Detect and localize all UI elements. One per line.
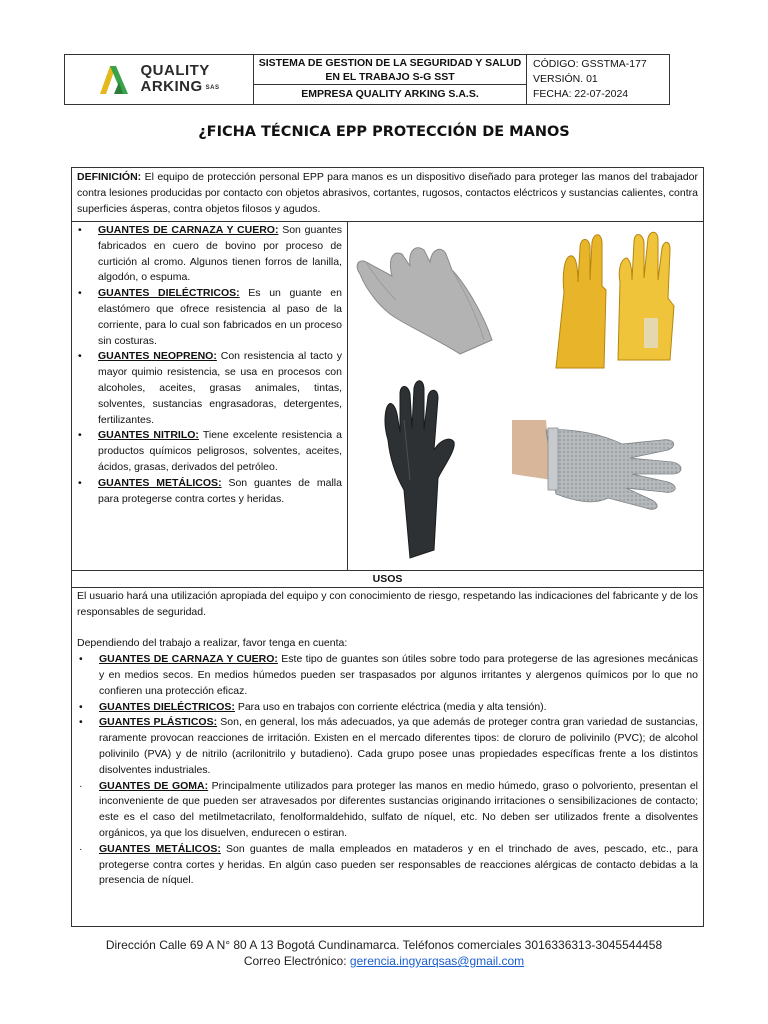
dielectric-glove-image	[552, 228, 686, 378]
list-item: • GUANTES NEOPRENO: Con resistencia al tacto y mayor quimio resistencia, se usa en procesos con alcoholes, aceites, grasas animales, tintas, solventes, sustancias engrasadoras, detergentes, fertilizantes.	[76, 349, 342, 428]
company-name: EMPRESA QUALITY ARKING S.A.S.	[301, 88, 479, 100]
page-footer	[0, 937, 768, 969]
list-item: · GUANTES DE GOMA: Principalmente utilizados para proteger las manos en medio húmedo, graso o polvoriento, presentan el inconveniente de que pueden ser atravesados por diferentes sustancias originando irritaciones o sensibilizaciones de contacto; este es el caso del metilmetacrilato, fenolformaldehido, sulfato de níquel, etc. No deben ser utilizados frente a disolventes orgánicos, ya que los disuelven, endurecen o estiran.	[77, 779, 698, 842]
ficha-table	[71, 167, 704, 927]
list-item: • GUANTES DIELÉCTRICOS: Para uso en trabajos con corriente eléctrica (media y alta tensión).	[77, 700, 698, 716]
list-item: · GUANTES METÁLICOS: Son guantes de malla empleados en mataderos y en el trinchado de aves, pescado, etc., para protegerse contra cortes y heridas. En algún caso pueden ser responsables de reacciones alérgicas de contacto debidas a la presencia de níquel.	[77, 842, 698, 889]
footer-address: Dirección Calle 69 A N° 80 A 13 Bogotá Cundinamarca. Teléfonos comerciales 3016336313-3045544458	[105, 938, 663, 952]
list-item: • GUANTES NITRILO: Tiene excelente resistencia a productos químicos peligrosos, solventes, aceites, ácidos, grasas, derivados del petróleo.	[76, 428, 342, 475]
usos-lead: Dependiendo del trabajo a realizar, favor tenga en cuenta:	[77, 637, 348, 650]
leather-glove-image	[352, 230, 498, 356]
glove-images-cell	[348, 222, 703, 571]
page-title: ¿FICHA TÉCNICA EPP PROTECCIÓN DE MANOS	[198, 124, 570, 140]
definition-text: El equipo de protección personal EPP para manos es un dispositivo diseñado para proteger las manos del trabajador contra lesiones producidas por contacto con objetos abrasivos, cortantes, rugosos, contactos eléctricos y sustancias calientes, contra superficies ásperas, contra objetos filosos y agudos.	[77, 171, 698, 215]
logo-mark-icon	[98, 64, 134, 96]
list-item: • GUANTES DIELÉCTRICOS: Es un guante en elastómero que ofrece resistencia al paso de la corriente, para lo cual son fabricados en un proceso sin costuras.	[76, 286, 342, 349]
usos-cell	[72, 588, 703, 890]
metal-mesh-glove-image	[512, 420, 702, 530]
glove-types-cell	[72, 222, 348, 571]
usos-intro: El usuario hará una utilización apropiada del equipo y con conocimiento de riesgo, respetando las indicaciones del fabricante y de los responsables de seguridad.	[77, 590, 698, 618]
document-version: VERSIÓN. 01	[533, 73, 598, 85]
definition-cell	[72, 168, 703, 222]
list-item: • GUANTES DE CARNAZA Y CUERO: Este tipo de guantes son útiles sobre todo para protegerse de las agresiones mecánicas y en medios secos. En medios húmedos pueden ser traspasados por algunos irritantes y alergenos químicos por lo que no confieren una protección eficaz.	[77, 652, 698, 699]
logo-line-2: ARKING	[140, 78, 203, 96]
document-header	[64, 54, 670, 105]
logo-line-1: QUALITY	[140, 62, 210, 80]
list-item: • GUANTES DE CARNAZA Y CUERO: Son guantes fabricados en cuero de bovino por proceso de curtición al cromo. Algunos tienen forros de lanilla, algodón, o espuma.	[76, 223, 342, 286]
company-logo	[65, 55, 254, 104]
list-item: • GUANTES METÁLICOS: Son guantes de malla para protegerse contra cortes y heridas.	[76, 476, 342, 508]
document-date: FECHA: 22-07-2024	[533, 88, 629, 100]
system-title: SISTEMA DE GESTION DE LA SEGURIDAD Y SALUD EN EL TRABAJO S-G SST	[254, 55, 526, 85]
logo-suffix: SAS	[205, 84, 220, 91]
document-code: CÓDIGO: GSSTMA-177	[533, 58, 647, 70]
footer-email-link[interactable]: gerencia.ingyarqsas@gmail.com	[349, 954, 525, 968]
footer-email-label: Correo Electrónico:	[243, 954, 350, 968]
list-item: • GUANTES PLÁSTICOS: Son, en general, los más adecuados, ya que además de proteger contra gran variedad de sustancias, raramente provocan reacciones de irritación. Existen en el mercado diferentes tipos: de cloruro de polivinilo (PVC); de alcohol polivinilo (PVA) y de nitrilo (acrilonitrilo y butadieno). Cada grupo posee unas propiedades específicas frente a los distintos disolventes industriales.	[77, 715, 698, 778]
usos-heading: USOS	[72, 571, 703, 588]
definition-label: DEFINICIÓN:	[77, 171, 142, 183]
neoprene-glove-image	[374, 380, 468, 560]
